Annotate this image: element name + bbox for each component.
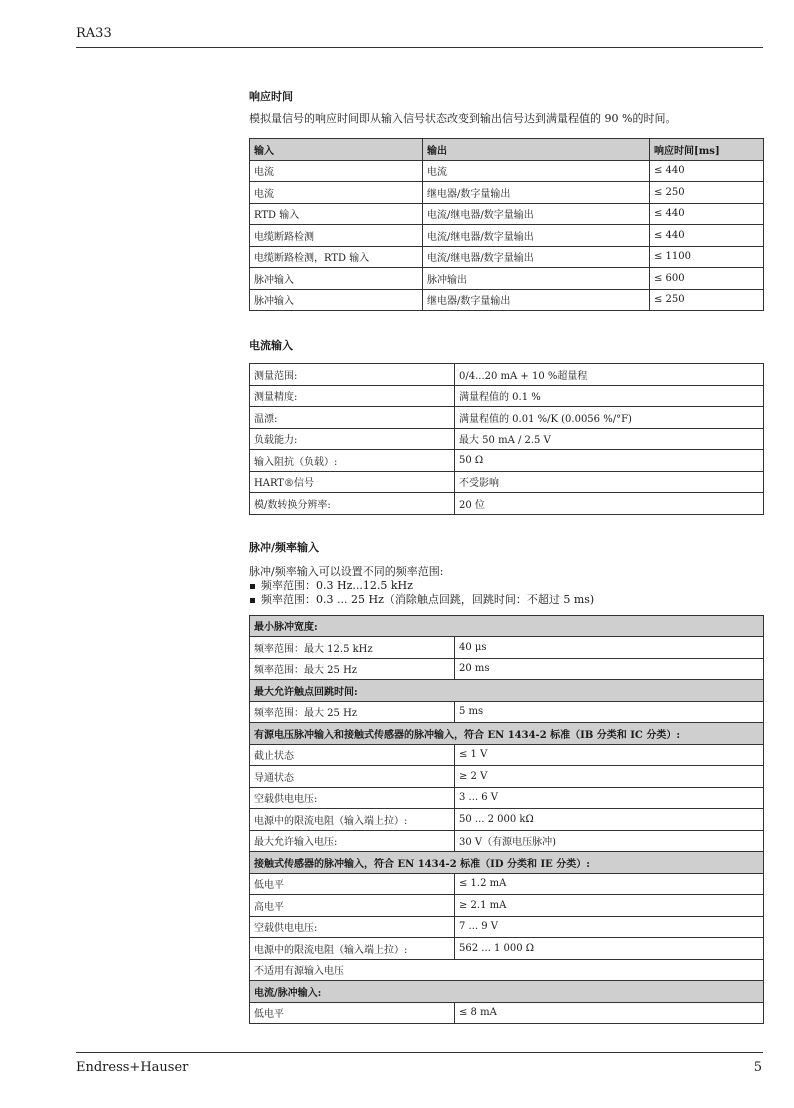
list-item: 频率范围：0.3 Hz...12.5 kHz	[249, 579, 763, 593]
table-cell: 脉冲输入	[250, 268, 423, 290]
table-cell: 电流	[423, 160, 650, 182]
table-row	[250, 1002, 764, 1024]
response-time-description: 模拟量信号的响应时间即从输入信号状态改变到输出信号达到满量程值的 90 %的时间。	[249, 112, 677, 125]
page-number: 5	[753, 1060, 762, 1075]
table-cell: 测量精度:	[250, 385, 455, 407]
table-cell: ≤ 440	[650, 225, 764, 247]
table-cell: 50 ... 2 000 kΩ	[455, 809, 764, 831]
table-cell: 频率范围：最大 25 Hz	[250, 658, 455, 680]
table-cell: 频率范围：最大 12.5 kHz	[250, 637, 455, 659]
table-header-cell: 输入	[250, 139, 423, 161]
table-cell: 高电平	[250, 895, 455, 917]
table-cell: 温漂:	[250, 407, 455, 429]
footer-divider	[76, 1052, 763, 1053]
response-time-table	[249, 138, 764, 311]
table-row	[250, 428, 764, 450]
table-cell: 电流	[250, 182, 423, 204]
table-row	[250, 809, 764, 831]
table-section-header: 最小脉冲宽度:	[250, 615, 764, 637]
table-cell: 7 ... 9 V	[455, 916, 764, 938]
table-row	[250, 246, 764, 268]
table-row	[250, 744, 764, 766]
table-row	[250, 895, 764, 917]
table-section-header: 接触式传感器的脉冲输入，符合 EN 1434-2 标准（ID 分类和 IE 分类）:	[250, 852, 764, 874]
table-cell: 电源中的限流电阻（输入端上拉）:	[250, 938, 455, 960]
table-cell: ≤ 250	[650, 182, 764, 204]
table-cell: 测量范围:	[250, 364, 455, 386]
table-cell: ≤ 440	[650, 203, 764, 225]
table-row	[250, 787, 764, 809]
table-cell: ≥ 2.1 mA	[455, 895, 764, 917]
frequency-range-list	[249, 579, 763, 607]
table-cell: 低电平	[250, 1002, 455, 1024]
table-cell: 继电器/数字量输出	[423, 289, 650, 311]
header-title: RA33	[76, 26, 112, 41]
table-cell: 空载供电电压:	[250, 787, 455, 809]
table-cell: 负载能力:	[250, 428, 455, 450]
table-row	[250, 385, 764, 407]
table-cell: 空载供电电压:	[250, 916, 455, 938]
list-item: 频率范围：0.3 ... 25 Hz（消除触点回跳，回跳时间：不超过 5 ms)	[249, 593, 763, 607]
table-cell: ≤ 600	[650, 268, 764, 290]
table-cell: HART®信号	[250, 471, 455, 493]
table-row	[250, 658, 764, 680]
table-section-header: 电流/脉冲输入:	[250, 981, 764, 1003]
table-row	[250, 225, 764, 247]
table-cell: 继电器/数字量输出	[423, 182, 650, 204]
table-row	[250, 701, 764, 723]
table-row	[250, 680, 764, 702]
table-cell: RTD 输入	[250, 203, 423, 225]
table-cell: ≤ 250	[650, 289, 764, 311]
table-row	[250, 203, 764, 225]
table-row	[250, 637, 764, 659]
table-cell: 最大 50 mA / 2.5 V	[455, 428, 764, 450]
table-row	[250, 450, 764, 472]
table-cell: 20 ms	[455, 658, 764, 680]
footer-brand: Endress+Hauser	[76, 1060, 189, 1075]
table-cell: 0/4...20 mA + 10 %超量程	[455, 364, 764, 386]
table-cell: ≤ 1.2 mA	[455, 873, 764, 895]
table-row	[250, 407, 764, 429]
table-cell: 脉冲输出	[423, 268, 650, 290]
table-cell: ≤ 1100	[650, 246, 764, 268]
table-row	[250, 268, 764, 290]
table-cell: 不适用有源输入电压	[250, 959, 764, 981]
table-cell: 电流	[250, 160, 423, 182]
table-row	[250, 981, 764, 1003]
table-cell: 电源中的限流电阻（输入端上拉）:	[250, 809, 455, 831]
table-cell: ≥ 2 V	[455, 766, 764, 788]
page-content	[249, 88, 763, 1024]
table-cell: 不受影响	[455, 471, 764, 493]
current-input-table	[249, 363, 764, 515]
pulse-input-table	[249, 615, 764, 1025]
table-cell: 30 V（有源电压脉冲)	[455, 830, 764, 852]
table-cell: 5 ms	[455, 701, 764, 723]
table-cell: 频率范围：最大 25 Hz	[250, 701, 455, 723]
table-cell: 40 μs	[455, 637, 764, 659]
pulse-input-intro: 脉冲/频率输入可以设置不同的频率范围:	[249, 564, 444, 578]
table-cell: 电流/继电器/数字量输出	[423, 246, 650, 268]
table-cell: 导通状态	[250, 766, 455, 788]
table-cell: 低电平	[250, 873, 455, 895]
table-cell: 输入阻抗（负载）:	[250, 450, 455, 472]
table-header-cell: 响应时间[ms]	[650, 139, 764, 161]
table-cell: 50 Ω	[455, 450, 764, 472]
table-cell: 电流/继电器/数字量输出	[423, 203, 650, 225]
response-time-heading: 响应时间	[249, 90, 293, 103]
table-row	[250, 873, 764, 895]
table-cell: ≤ 1 V	[455, 744, 764, 766]
table-cell: 电缆断路检测，RTD 输入	[250, 246, 423, 268]
table-row	[250, 959, 764, 981]
table-row	[250, 830, 764, 852]
table-row	[250, 766, 764, 788]
table-cell: 电缆断路检测	[250, 225, 423, 247]
table-cell: 满量程值的 0.1 %	[455, 385, 764, 407]
table-cell: 3 ... 6 V	[455, 787, 764, 809]
current-input-heading: 电流输入	[249, 339, 293, 352]
table-cell: ≤ 8 mA	[455, 1002, 764, 1024]
table-section-header: 有源电压脉冲输入和接触式传感器的脉冲输入，符合 EN 1434-2 标准（IB 分类和 IC 分类）:	[250, 723, 764, 745]
table-section-header: 最大允许触点回跳时间:	[250, 680, 764, 702]
table-row	[250, 289, 764, 311]
table-row	[250, 160, 764, 182]
table-row	[250, 723, 764, 745]
table-cell: 截止状态	[250, 744, 455, 766]
table-cell: 20 位	[455, 493, 764, 515]
table-cell: ≤ 440	[650, 160, 764, 182]
table-row	[250, 493, 764, 515]
pulse-input-heading: 脉冲/频率输入	[249, 540, 320, 554]
table-row	[250, 364, 764, 386]
table-row	[250, 852, 764, 874]
table-cell: 满量程值的 0.01 %/K (0.0056 %/°F)	[455, 407, 764, 429]
table-row	[250, 615, 764, 637]
table-header-cell: 输出	[423, 139, 650, 161]
table-cell: 脉冲输入	[250, 289, 423, 311]
table-row	[250, 938, 764, 960]
table-cell: 电流/继电器/数字量输出	[423, 225, 650, 247]
header-divider	[76, 47, 763, 48]
table-cell: 模/数转换分辨率:	[250, 493, 455, 515]
table-cell: 最大允许输入电压:	[250, 830, 455, 852]
table-row	[250, 916, 764, 938]
table-row	[250, 471, 764, 493]
table-row	[250, 182, 764, 204]
table-cell: 562 ... 1 000 Ω	[455, 938, 764, 960]
